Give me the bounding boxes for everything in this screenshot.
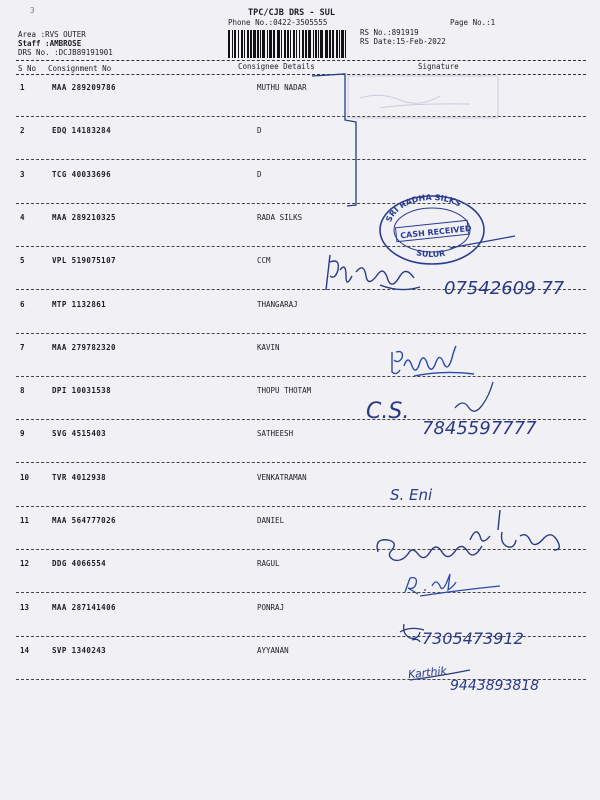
barcode-bar — [293, 30, 295, 58]
barcode-bar — [250, 30, 252, 58]
row-divider — [16, 246, 586, 247]
barcode-bar — [269, 30, 272, 58]
row-divider — [16, 333, 586, 334]
barcode-bar — [320, 30, 323, 58]
signature-row8: C.S. — [366, 399, 410, 424]
signature-row11 — [377, 510, 559, 560]
row-divider — [16, 462, 586, 463]
phone-row8: 7845597777 — [422, 418, 537, 439]
row-consignment: MAA 289210325 — [52, 213, 116, 222]
barcode-bar — [241, 30, 243, 58]
phone-row14: 9443893818 — [450, 678, 540, 694]
row-sno: 5 — [20, 256, 25, 265]
col-header-consignment: Consignment No — [48, 64, 112, 73]
barcode-bar — [290, 30, 291, 58]
barcode-bar — [296, 30, 297, 58]
barcode-bar — [313, 30, 314, 58]
signature-row13 — [400, 624, 424, 642]
faded-stamp-row1 — [348, 76, 498, 118]
col-header-consignee: Consignee Details — [238, 62, 315, 71]
row-consignee: MUTHU NADAR — [257, 83, 307, 92]
signature-row8-flourish — [455, 382, 493, 411]
barcode-bar — [262, 30, 265, 58]
row-consignee: D — [257, 170, 262, 179]
row-consignee: D — [257, 126, 262, 135]
row-consignee: VENKATRAMAN — [257, 473, 307, 482]
row-sno: 12 — [20, 559, 30, 568]
barcode-bar — [238, 30, 239, 58]
barcode-bar — [273, 30, 275, 58]
document-title: TPC/CJB DRS - SUL — [248, 8, 335, 18]
row-divider — [16, 203, 586, 204]
stamp-bottom-text: SULUR — [415, 248, 446, 260]
page-number: Page No.:1 — [450, 18, 496, 27]
row-consignment: DPI 10031538 — [52, 386, 111, 395]
row-divider — [16, 116, 586, 117]
rs-number: RS No.:891919 — [360, 28, 419, 37]
row-consignment: MAA 279782320 — [52, 343, 116, 352]
row-consignment: TVR 4012938 — [52, 473, 107, 482]
row-consignee: DANIEL — [257, 516, 285, 525]
svg-text:SULUR — [415, 248, 445, 259]
row-sno: 6 — [20, 300, 25, 309]
barcode-bar — [253, 30, 256, 58]
row-consignee: CCM — [257, 256, 271, 265]
row-consignment: SVP 1340243 — [52, 646, 107, 655]
signature-row14: Karthik — [407, 664, 448, 682]
barcode-bar — [299, 30, 300, 58]
barcode-bar — [247, 30, 249, 58]
barcode-bar — [318, 30, 319, 58]
header-divider-bottom — [16, 74, 586, 75]
barcode-bar — [260, 30, 261, 58]
barcode-bar — [267, 30, 268, 58]
barcode-bar — [308, 30, 311, 58]
row-divider — [16, 679, 586, 680]
barcode-bar — [332, 30, 334, 58]
barcode-bar — [315, 30, 317, 58]
row-consignment: MAA 287141406 — [52, 603, 116, 612]
phone-row13: 7305473912 — [422, 629, 524, 648]
row-consignee: RADA SILKS — [257, 213, 303, 222]
svg-text:SRI RADHA SILKS — [384, 193, 462, 223]
row-divider — [16, 549, 586, 550]
pen-bracket — [312, 74, 356, 206]
barcode-bar — [228, 30, 230, 58]
row-consignee: THANGARAJ — [257, 300, 298, 309]
barcode-bar — [232, 30, 233, 58]
stamp-top-text: SRI RADHA SILKS — [384, 192, 463, 224]
row-sno: 2 — [20, 126, 25, 135]
barcode-bar — [305, 30, 307, 58]
row-sno: 7 — [20, 343, 25, 352]
barcode-bar — [345, 30, 346, 58]
phone-number: Phone No.:0422-3505555 — [228, 18, 328, 27]
row-divider — [16, 592, 586, 593]
row-consignee: AYYANAN — [257, 646, 289, 655]
signature-row5 — [326, 255, 420, 290]
signature-row7 — [392, 346, 474, 376]
row-divider — [16, 636, 586, 637]
row-divider — [16, 289, 586, 290]
barcode-bar — [284, 30, 286, 58]
row-consignment: MAA 289209786 — [52, 83, 116, 92]
row-consignment: VPL 519075107 — [52, 256, 116, 265]
row-consignment: TCG 40033696 — [52, 170, 111, 179]
drs-number: DRS No. :DCJB89191901 — [18, 48, 113, 57]
row-consignee: RAGUL — [257, 559, 280, 568]
phone-row5: 07542609 77 — [444, 278, 565, 299]
row-sno: 13 — [20, 603, 30, 612]
barcode-bar — [234, 30, 236, 58]
row-sno: 9 — [20, 429, 25, 438]
row-sno: 10 — [20, 473, 30, 482]
row-sno: 4 — [20, 213, 25, 222]
header-divider-top — [16, 60, 586, 61]
row-consignment: SVG 4515403 — [52, 429, 107, 438]
barcode-bar — [341, 30, 344, 58]
barcode-bar — [287, 30, 289, 58]
row-consignment: MTP 1132861 — [52, 300, 107, 309]
barcode-bar — [329, 30, 331, 58]
row-divider — [16, 159, 586, 160]
row-divider — [16, 376, 586, 377]
barcode-bar — [281, 30, 282, 58]
row-consignee: SATHEESH — [257, 429, 294, 438]
row-sno: 11 — [20, 516, 30, 525]
stamp-middle-text: CASH RECEIVED — [399, 223, 472, 241]
barcode-bar — [277, 30, 280, 58]
row-sno: 1 — [20, 83, 25, 92]
row-sno: 3 — [20, 170, 25, 179]
col-header-signature: Signature — [418, 62, 459, 71]
row-consignment: DDG 4066554 — [52, 559, 107, 568]
row-consignment: MAA 564777026 — [52, 516, 116, 525]
row-consignment: EDQ 14183284 — [52, 126, 111, 135]
area-label: Area :RVS OUTER — [18, 30, 86, 39]
row-sno: 8 — [20, 386, 25, 395]
barcode-image — [228, 30, 350, 58]
barcode-bar — [325, 30, 328, 58]
row-consignee: KAVIN — [257, 343, 280, 352]
row-sno: 14 — [20, 646, 30, 655]
staff-label: Staff :AMBROSE — [18, 39, 82, 48]
row-divider — [16, 506, 586, 507]
barcode-bar — [302, 30, 304, 58]
barcode-bar — [257, 30, 259, 58]
signature-row10: S. Eni — [390, 486, 433, 504]
barcode-bar — [336, 30, 338, 58]
barcode-bar — [339, 30, 340, 58]
row-consignee: THOPU THOTAM — [257, 386, 312, 395]
barcode-bar — [244, 30, 245, 58]
rs-date: RS Date:15-Feb-2022 — [360, 37, 446, 46]
corner-mark: 3 — [30, 6, 35, 15]
row-divider — [16, 419, 586, 420]
row-consignee: PONRAJ — [257, 603, 285, 612]
col-header-sno: S No — [18, 64, 37, 73]
